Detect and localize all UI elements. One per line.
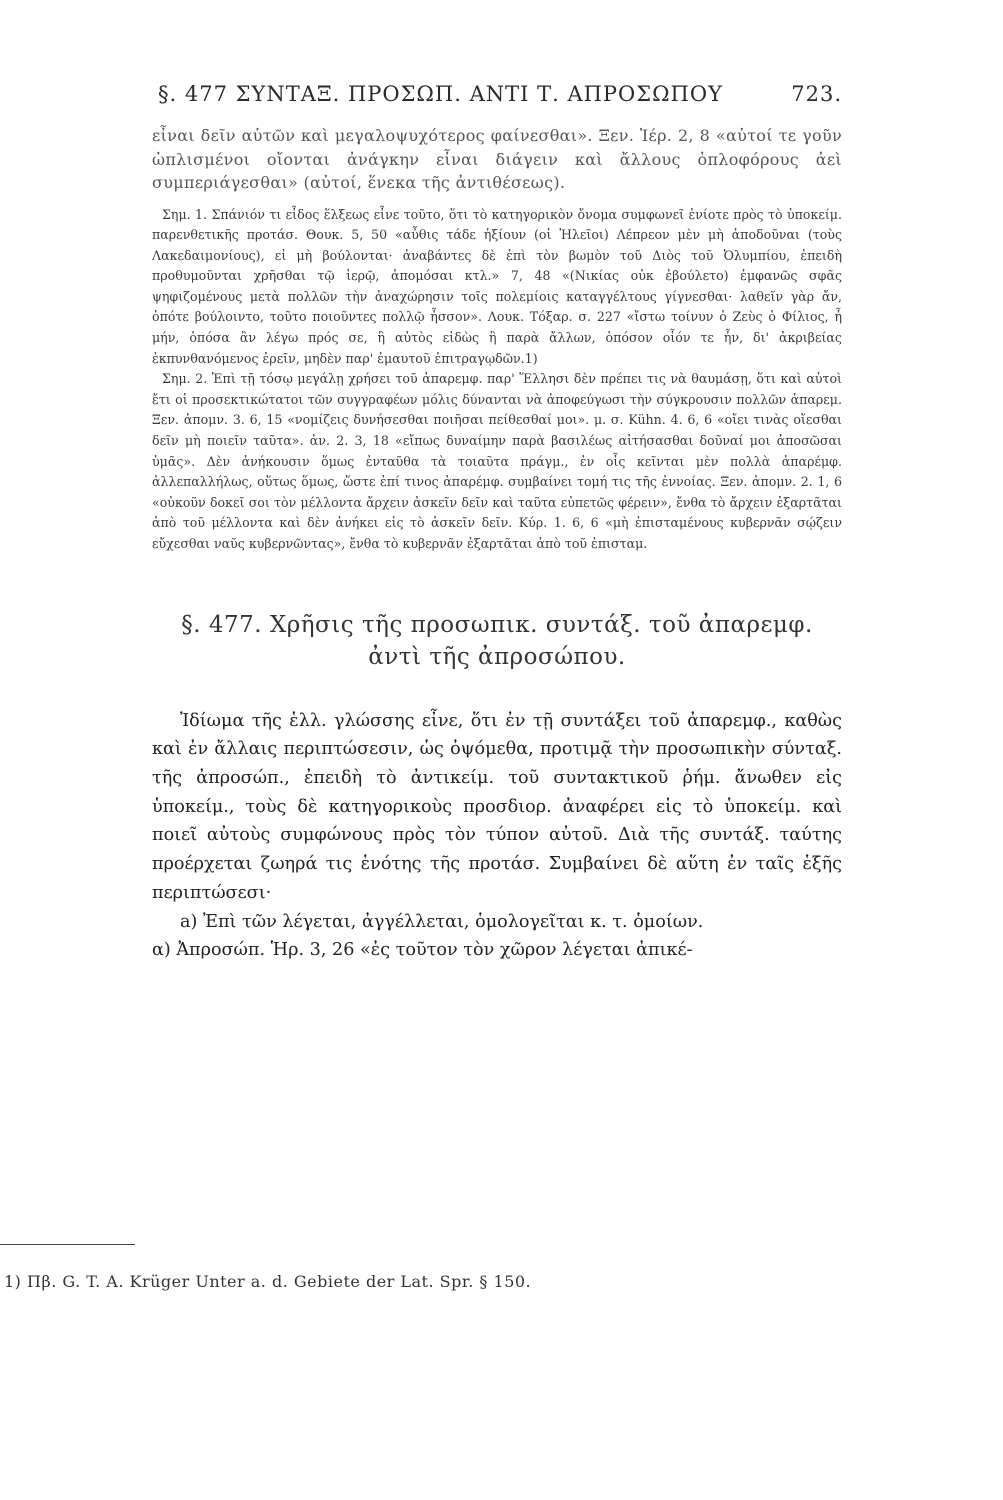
- footnote: 1) Πβ. G. T. A. Krüger Unter a. d. Gebiete der Lat. Spr. § 150.: [4, 1272, 532, 1291]
- section-title-line-1: §. 477. Χρῆσις τῆς προσωπικ. συντάξ. τοῦ ἀπαρεμφ.: [181, 611, 813, 638]
- section-title-line-2: ἀντὶ τῆς ἀπροσώπου.: [368, 643, 626, 670]
- body-text: [152, 707, 842, 965]
- note-1: Σημ. 1. Σπάνιόν τι εἶδος ἕλξεως εἶνε τοῦτο, ὅτι τὸ κατηγορικὸν ὄνομα συμφωνεῖ ἐνίοτε πρὸς τὸ ὑποκείμ. παρενθετικῆς προτάσ. Θουκ. 5, 50 «αὖθις τάδε ἠξίουν (οἱ Ἠλεῖοι) Λέπρεον μὲν μὴ ἀποδοῦναι (τοὺς Λακεδαιμονίους), εἰ μὴ βούλονται· ἀναβάντες δὲ ἐπὶ τὸν βωμὸν τοῦ Διὸς τοῦ Ὀλυμπίου, ἐπειδὴ προθυμοῦνται χρῆσθαι τῷ ἱερῷ, ἀπομόσαι κτλ.» 7, 48 «(Νικίας οὐκ ἐβούλετο) ἐμφανῶς σφᾶς ψηφιζομένους μετὰ πολλῶν τὴν ἀναχώρησιν τοῖς πολεμίοις καταγγέλτους γίγνεσθαι· λαθεῖν γὰρ ἄν, ὁπότε βούλοιντο, τοῦτο ποιοῦντες πολλῷ ἧσσον». Λουκ. Τόξαρ. σ. 227 «ἴστω τοίνυν ὁ Ζεὺς ὁ Φίλιος, ἦ μήν, ὁπόσα ἂν λέγω πρός σε, ἢ αὐτὸς εἰδὼς ἢ παρὰ ἄλλων, ὁπόσον οἷόν τε ἦν, δι' ἀκριβείας ἐκπυνθανόμενος ἐρεῖν, μηδὲν παρ' ἐμαυτοῦ ἐπιτραγῳδῶν.1): [152, 206, 842, 366]
- notes-block: [152, 205, 842, 555]
- section-title: [152, 609, 842, 673]
- body-paragraph-1: Ἰδίωμα τῆς ἑλλ. γλώσσης εἶνε, ὅτι ἐν τῇ συντάξει τοῦ ἀπαρεμφ., καθὼς καὶ ἐν ἄλλαις περιπτώσεσιν, ὡς ὀψόμεθα, προτιμᾷ τὴν προσωπικὴν σύνταξ. τῆς ἀπροσώπ., ἐπειδὴ τὸ ἀντικείμ. τοῦ συντακτικοῦ ῥήμ. ἄνωθεν εἰς ὑποκείμ., τοὺς δὲ κατηγορικοὺς προσδιορ. ἀναφέρει εἰς τὸ ὑποκείμ. καὶ ποιεῖ αὐτοὺς συμφώνους πρὸς τὸν τύπον αὐτοῦ. Διὰ τῆς συντάξ. ταύτης προέρχεται ζωηρά τις ἑνότης τῆς προτάσ. Συμβαίνει δὲ αὕτη ἐν ταῖς ἑξῆς περιπτώσεσι·: [152, 710, 842, 903]
- body-paragraph-3: α) Ἀπροσώπ. Ἡρ. 3, 26 «ἐς τοῦτον τὸν χῶρον λέγεται ἀπικέ-: [152, 940, 693, 961]
- continued-paragraph: εἶναι δεῖν αὐτῶν καὶ μεγαλοψυχότερος φαίνεσθαι». Ξεν. Ἱέρ. 2, 8 «αὐτοί τε γοῦν ὡπλισμένοι οἴονται ἀνάγκην εἶναι διάγειν καὶ ἄλλους ὁπλοφόρους ἀεὶ συμπεριάγεσθαι» (αὐτοί, ἕνεκα τῆς ἀντιθέσεως).: [152, 126, 842, 192]
- note-2: Σημ. 2. Ἐπὶ τῇ τόσῳ μεγάλῃ χρήσει τοῦ ἀπαρεμφ. παρ' Ἕλλησι δὲν πρέπει τις νὰ θαυμάσῃ, ὅτι καὶ αὐτοὶ ἔτι οἱ προσεκτικώτατοι τῶν συγγραφέων μόλις δύνανται νὰ ἀποφεύγωσι τὴν σύγκρουσιν πολλῶν ἀπαρεμ. Ξεν. ἀπομν. 3. 6, 15 «νομίζεις δυνήσεσθαι ποιῆσαι πείθεσθαί μοι». μ. σ. Kühn. 4. 6, 6 «οἴει τινὰς οἴεσθαι δεῖν μὴ ποιεῖν ταῦτα». ἀν. 2. 3, 18 «εἴπως δυναίμην παρὰ βασιλέως αἰτήσασθαι δοῦναί μοι ἀποσῶσαι ὑμᾶς». Δὲν ἀνήκουσιν ὅμως ἐνταῦθα τὰ τοιαῦτα πράγμ., ἐν οἷς κεῖνται μὲν πολλὰ ἀπαρέμφ. ἀλλεπαλλήλως, οὕτως ὅμως, ὥστε ἐπί τινος ἀπαρέμφ. συμβαίνει τομή τις τῆς ἐννοίας. Ξεν. ἀπομν. 2. 1, 6 «οὐκοῦν δοκεῖ σοι τὸν μέλλοντα ἄρχειν ἀσκεῖν δεῖν καὶ ταῦτα εὐπετῶς φέρειν», ἔνθα τὸ ἄρχειν ἐξαρτᾶται ἀπὸ τοῦ μέλλοντα καὶ δὲν ἀνήκει εἰς τὸ ἀσκεῖν δεῖν. Κύρ. 1. 6, 6 «μὴ ἐπισταμένους κυβερνᾶν σῴζειν εὔχεσθαι ναῦς κυβερνῶντας», ἔνθα τὸ κυβερνᾶν ἐξαρτᾶται ἀπὸ τοῦ ἐπισταμ.: [152, 371, 842, 551]
- page-number: 723.: [791, 82, 842, 106]
- running-head-title: §. 477 ΣΥΝΤΑΞ. ΠΡΟΣΩΠ. ΑΝΤΙ Τ. ΑΠΡΟΣΩΠΟΥ: [158, 82, 723, 106]
- body-paragraph-2: a) Ἐπὶ τῶν λέγεται, ἀγγέλλεται, ὁμολογεῖται κ. τ. ὁμοίων.: [180, 911, 704, 932]
- footnote-rule: [0, 1244, 135, 1245]
- running-head: [152, 82, 842, 112]
- page: [152, 82, 842, 965]
